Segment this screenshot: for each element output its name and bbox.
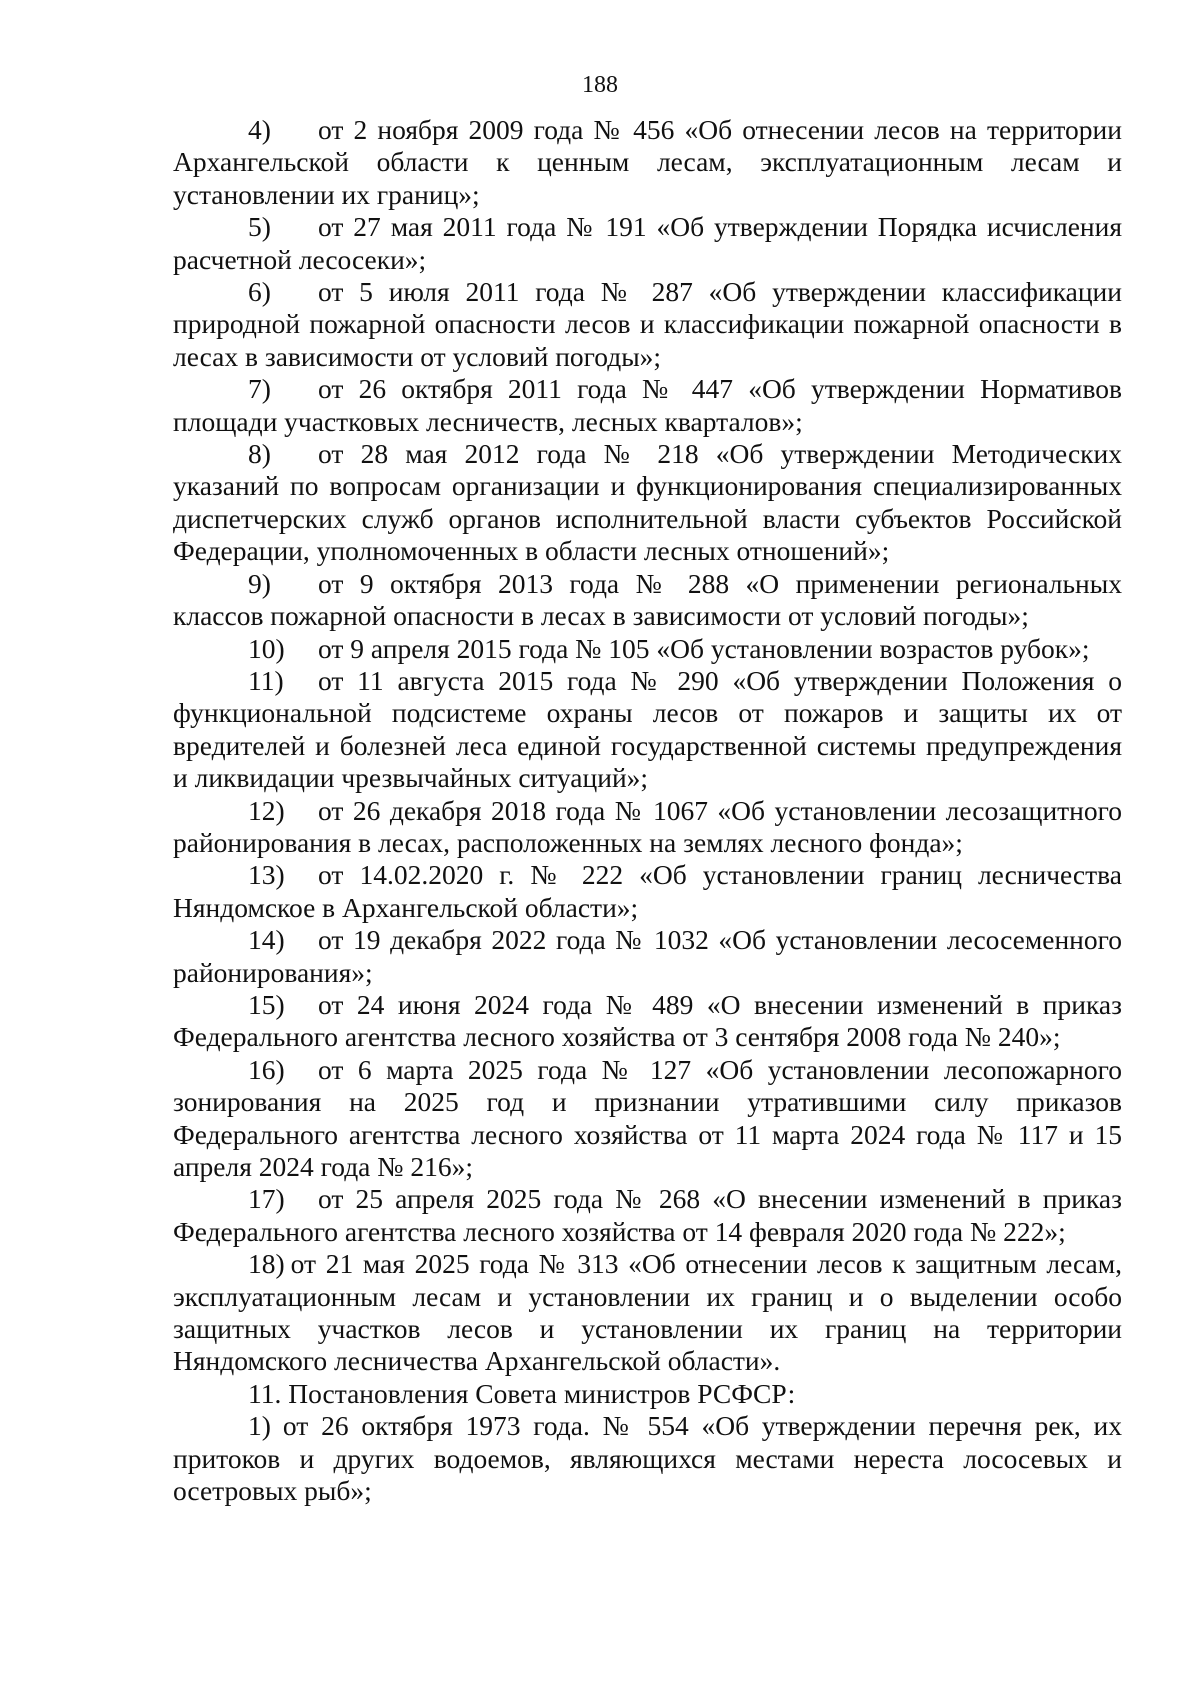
item-number: 16) <box>248 1053 285 1085</box>
list-item-17 <box>173 1183 1122 1248</box>
page-number: 188 <box>582 72 618 98</box>
list-item-7 <box>173 373 1122 438</box>
item-text: от 6 марта 2025 года № 127 «Об установлении лесопожарного зонирования на 2025 год и признании утратившими силу приказов Федерального агентства лесного хозяйства от 11 марта 2024 года № 117 и 15 апреля 2024 года № 216»; <box>173 1053 1122 1182</box>
list-item-10 <box>173 633 1122 665</box>
item-text: от 27 мая 2011 года № 191 «Об утверждении Порядка исчисления расчетной лесосеки»; <box>173 211 1122 275</box>
item-text: от 26 октября 1973 года. № 554 «Об утверждении перечня рек, их притоков и других водоемов, являющихся местами нереста лососевых и осетровых рыб»; <box>173 1410 1122 1507</box>
item-number: 9) <box>248 567 271 599</box>
list-item-9 <box>173 568 1122 633</box>
item-number: 13) <box>248 859 285 891</box>
item-number: 14) <box>248 924 285 956</box>
item-text: от 24 июня 2024 года № 489 «О внесении изменений в приказ Федерального агентства лесного хозяйства от 3 сентября 2008 года № 240»; <box>173 988 1122 1053</box>
item-text: от 25 апреля 2025 года № 268 «О внесении изменений в приказ Федерального агентства лесного хозяйства от 14 февраля 2020 года № 222»; <box>173 1183 1122 1247</box>
item-text: от 11 августа 2015 года № 290 «Об утверждении Положения о функциональной подсистеме охраны лесов от пожаров и защиты их от вредителей и болезней леса единой государственной системы предупреждения и ликвидации чрезвычайных ситуаций»; <box>173 664 1122 794</box>
item-number: 15) <box>248 988 285 1020</box>
list-item-11 <box>173 665 1122 795</box>
list-item-13 <box>173 859 1122 924</box>
item-text: от 26 декабря 2018 года № 1067 «Об установлении лесозащитного районирования в лесах, расположенных на землях лесного фонда»; <box>173 794 1122 858</box>
item-number: 6) <box>248 276 271 308</box>
item-text: от 28 мая 2012 года № 218 «Об утверждении Методических указаний по вопросам организации и функционирования специализированных диспетчерских служб органов исполнительной власти субъектов Российской Федерации, уполномоченных в области лесных отношений»; <box>173 438 1122 567</box>
list-item-14 <box>173 924 1122 989</box>
item-number: 18) <box>248 1248 285 1280</box>
item-number: 12) <box>248 794 285 826</box>
item-text: от 9 апреля 2015 года № 105 «Об установлении возрастов рубок»; <box>318 632 1090 664</box>
list-item-18 <box>173 1248 1122 1378</box>
item-text: от 14.02.2020 г. № 222 «Об установлении границ лесничества Няндомское в Архангельской области»; <box>173 859 1122 923</box>
item-number: 1) <box>248 1410 271 1442</box>
item-number: 17) <box>248 1183 285 1215</box>
list-item-15 <box>173 989 1122 1054</box>
list-item-4 <box>173 114 1122 211</box>
list-item-12 <box>173 795 1122 860</box>
item-text: от 2 ноября 2009 года № 456 «Об отнесении лесов на территории Архангельской области к ценным лесам, эксплуатационным лесам и установлении их границ»; <box>173 114 1122 210</box>
item-text: от 19 декабря 2022 года № 1032 «Об установлении лесосеменного районирования»; <box>173 924 1122 988</box>
item-number: 4) <box>248 114 271 145</box>
section-list-item-1 <box>173 1410 1122 1507</box>
item-text: от 5 июля 2011 года № 287 «Об утверждении классификации природной пожарной опасности лесов и классификации пожарной опасности в лесах в зависимости от условий погоды»; <box>173 276 1122 372</box>
item-number: 5) <box>248 211 271 243</box>
list-item-8 <box>173 438 1122 568</box>
item-number: 7) <box>248 373 271 405</box>
item-number: 8) <box>248 438 271 470</box>
item-text: от 9 октября 2013 года № 288 «О применении региональных классов пожарной опасности в лесах в зависимости от условий погоды»; <box>173 567 1122 632</box>
item-text: от 21 мая 2025 года № 313 «Об отнесении лесов к защитным лесам, эксплуатационным лесам и установлении их границ и о выделении особо защитных участков лесов и установлении их границ на территории Няндомского лесничества Архангельской области». <box>173 1248 1122 1377</box>
item-text: от 26 октября 2011 года № 447 «Об утверждении Нормативов площади участковых лесничеств, лесных кварталов»; <box>173 373 1122 437</box>
list-item-5 <box>173 211 1122 276</box>
item-number: 10) <box>248 632 285 664</box>
list-item-6 <box>173 276 1122 373</box>
list-item-16 <box>173 1054 1122 1184</box>
document-body <box>173 114 1122 1507</box>
item-number: 11) <box>248 664 284 696</box>
section-heading: 11. Постановления Совета министров РСФСР: <box>248 1377 796 1409</box>
